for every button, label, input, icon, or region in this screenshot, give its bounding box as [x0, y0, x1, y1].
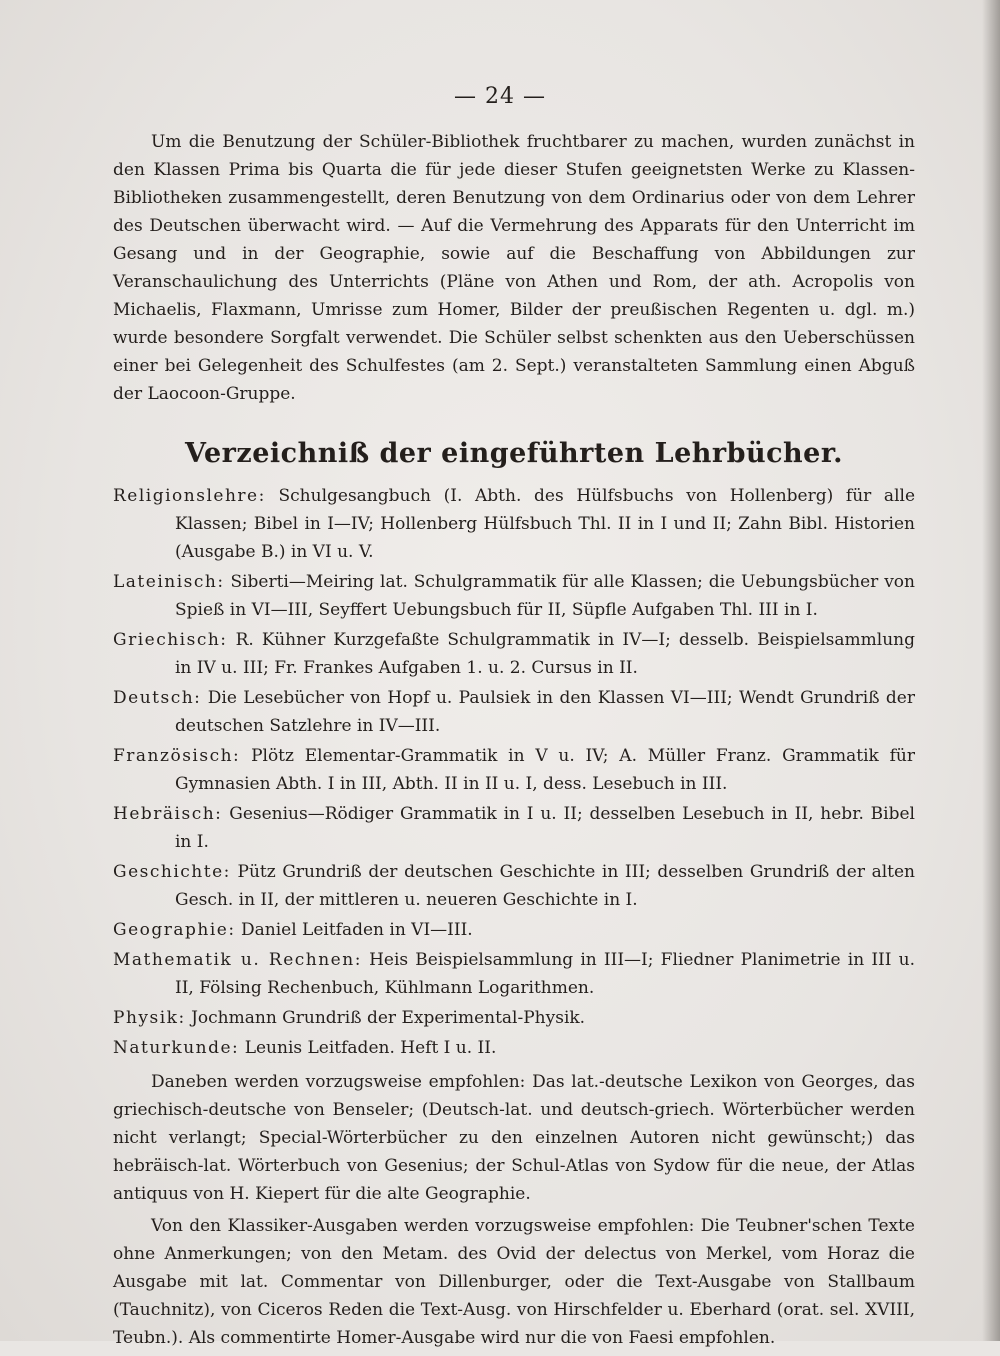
subject-text: Plötz Elementar-Grammatik in V u. IV; A. Müller Franz. Grammatik für Gymnasien Abth. I in III, Abth. II in II u. I, dess. Lesebuch in III.: [175, 746, 915, 794]
subject-text: Leunis Leitfaden. Heft I u. II.: [244, 1038, 497, 1058]
subject-entry-hebrew: [113, 800, 915, 856]
subject-entry-latin: [113, 568, 915, 624]
recommendation-paragraph-dictionaries: Daneben werden vorzugsweise empfohlen: Das lat.-deutsche Lexikon von Georges, das griechisch-deutsche von Benseler; (Deutsch-lat. und deutsch-griech. Wörterbücher werden nicht verlangt; Special-Wörterbücher zu den einzelnen Autoren nicht gewünscht;) das hebräisch-lat. Wörterbuch von Gesenius; der Schul-Atlas von Sydow für die neue, der Atlas antiquus von H. Kiepert für die alte Geographie.: [113, 1072, 915, 1204]
subject-text: Schulgesangbuch (I. Abth. des Hülfsbuchs von Hollenberg) für alle Klassen; Bibel in I—IV; Hollenberg Hülfsbuch Thl. II in I und II; Zahn Bibl. Historien (Ausgabe B.) in VI u. V.: [175, 486, 916, 562]
subject-text: Daniel Leitfaden in VI—III.: [240, 920, 473, 940]
subject-label: Religionslehre:: [113, 486, 266, 506]
subject-entry-natural-science: [113, 1034, 915, 1062]
page-number: — 24 —: [454, 84, 546, 109]
subject-label: Physik:: [113, 1008, 186, 1028]
subject-entry-french: [113, 742, 915, 798]
recommendations-section: [113, 1068, 915, 1352]
subject-label: Deutsch:: [113, 688, 202, 708]
subject-label: Griechisch:: [113, 630, 228, 650]
subject-text: Gesenius—Rödiger Grammatik in I u. II; desselben Lesebuch in II, hebr. Bibel in I.: [175, 804, 915, 852]
subject-label: Französisch:: [113, 746, 241, 766]
subject-entry-physics: [113, 1004, 915, 1032]
page-content: [113, 128, 915, 1356]
intro-section: [113, 128, 915, 408]
subject-text: Siberti—Meiring lat. Schulgrammatik für alle Klassen; die Uebungsbücher von Spieß in VI—III, Seyffert Uebungsbuch für II, Süpfle Aufgaben Thl. III in I.: [175, 572, 915, 620]
subject-entry-greek: [113, 626, 915, 682]
subject-text: Pütz Grundriß der deutschen Geschichte in III; desselben Grundriß der alten Gesch. in II, der mittleren u. neueren Geschichte in I.: [175, 862, 915, 910]
subject-entry-german: [113, 684, 915, 740]
subject-label: Hebräisch:: [113, 804, 223, 824]
section-heading: Verzeichniß der eingeführten Lehrbücher.: [184, 438, 844, 469]
intro-paragraph: Um die Benutzung der Schüler-Bibliothek fruchtbarer zu machen, wurden zunächst in den Klassen Prima bis Quarta die für jede dieser Stufen geeignetsten Werke zu Klassen-Bibliotheken zusammengestellt, deren Benutzung von dem Ordinarius oder von dem Lehrer des Deutschen überwacht wird. — Auf die Vermehrung des Apparats für den Unterricht im Gesang und in der Geographie, sowie auf die Beschaffung von Abbildungen zur Veranschaulichung des Unterrichts (Pläne von Athen und Rom, der ath. Acropolis von Michaelis, Flaxmann, Umrisse zum Homer, Bilder der preußischen Regenten u. dgl. m.) wurde besondere Sorgfalt verwendet. Die Schüler selbst schenkten aus den Ueberschüssen einer bei Gelegenheit des Schulfestes (am 2. Sept.) veranstalteten Sammlung einen Abguß der Laocoon-Gruppe.: [113, 132, 915, 404]
subject-entry-mathematics: [113, 946, 915, 1002]
subject-text: Heis Beispielsammlung in III—I; Fliedner Planimetrie in III u. II, Fölsing Rechenbuch, Kühlmann Logarithmen.: [175, 950, 915, 998]
subject-entry-history: [113, 858, 915, 914]
subject-label: Geographie:: [113, 920, 236, 940]
subject-text: Die Lesebücher von Hopf u. Paulsiek in den Klassen VI—III; Wendt Grundriß der deutschen Satzlehre in IV—III.: [175, 688, 915, 736]
subject-label: Lateinisch:: [113, 572, 225, 592]
subject-label: Geschichte:: [113, 862, 231, 882]
textbook-list: [113, 482, 915, 1062]
subject-text: Jochmann Grundriß der Experimental-Physik.: [191, 1008, 586, 1028]
recommendation-paragraph-classics: Von den Klassiker-Ausgaben werden vorzugsweise empfohlen: Die Teubner'schen Texte ohne Anmerkungen; von den Metam. des Ovid der delectus von Merkel, vom Horaz die Ausgabe mit lat. Commentar von Dillenburger, oder die Text-Ausgabe von Stallbaum (Tauchnitz), von Ciceros Reden die Text-Ausg. von Hirschfelder u. Eberhard (orat. sel. XVIII, Teubn.). Als commentirte Homer-Ausgabe wird nur die von Faesi empfohlen.: [113, 1216, 915, 1348]
subject-entry-religion: [113, 482, 915, 566]
subject-label: Mathematik u. Rechnen:: [113, 950, 362, 970]
subject-text: R. Kühner Kurzgefaßte Schulgrammatik in IV—I; desselb. Beispielsammlung in IV u. III; Fr. Frankes Aufgaben 1. u. 2. Cursus in II.: [175, 630, 915, 678]
subject-entry-geography: [113, 916, 915, 944]
page-edge-shadow: [982, 0, 1000, 1341]
subject-label: Naturkunde:: [113, 1038, 240, 1058]
